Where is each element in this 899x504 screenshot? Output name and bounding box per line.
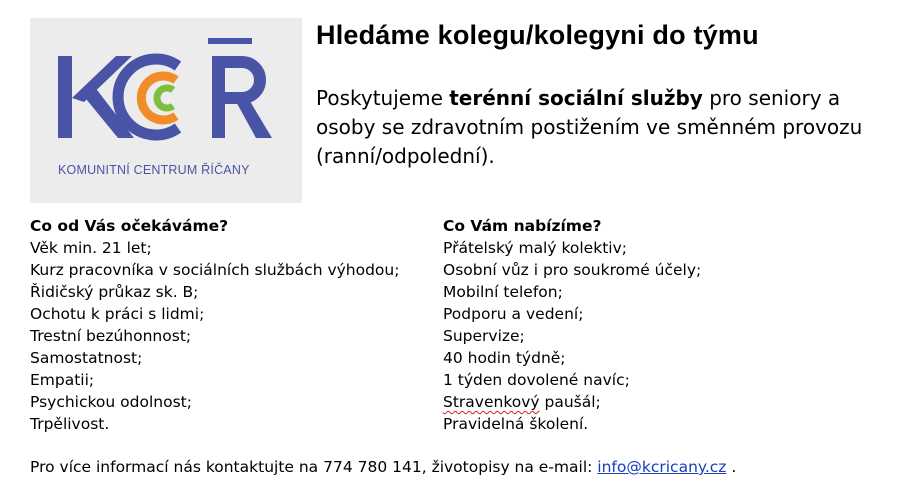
intro-paragraph: [316, 84, 886, 171]
list-item: Ochotu k práci s lidmi;: [30, 305, 205, 323]
list-item: Trpělivost.: [30, 415, 110, 433]
list-item: Řidičský průkaz sk. B;: [30, 283, 199, 301]
list-item: Podporu a vedení;: [443, 305, 584, 323]
list-item: Trestní bezúhonnost;: [30, 327, 192, 345]
page-title: Hledáme kolegu/kolegyni do týmu: [316, 20, 759, 50]
list-item: Samostatnost;: [30, 349, 143, 367]
list-item: Osobní vůz i pro soukromé účely;: [443, 261, 702, 279]
logo: [30, 18, 302, 203]
list-item: [443, 391, 701, 413]
list-item: Pravidelná školení.: [443, 415, 589, 433]
list-item: Supervize;: [443, 327, 525, 345]
list-item: Psychickou odolnost;: [30, 393, 192, 411]
list-item: Kurz pracovníka v sociálních službách výhodou;: [30, 261, 400, 279]
list-item: Věk min. 21 let;: [30, 239, 152, 257]
intro-after: pro seniory a osoby se zdravotním postižením ve směnném provozu (ranní/odpolední).: [316, 86, 863, 168]
expect-list: [30, 215, 399, 435]
offer-heading: Co Vám nabízíme?: [443, 217, 602, 235]
list-item: Mobilní telefon;: [443, 283, 563, 301]
offer-list: [443, 215, 701, 435]
logo-caption: KOMUNITNÍ CENTRUM ŘÍČANY: [58, 163, 250, 177]
expect-heading: Co od Vás očekáváme?: [30, 217, 229, 235]
list-item-rest: paušál;: [539, 393, 601, 411]
list-item: Přátelský malý kolektiv;: [443, 239, 627, 257]
intro-bold: terénní sociální služby: [449, 86, 703, 110]
contact-line: [30, 458, 736, 476]
spellcheck-word: Stravenkový: [443, 393, 540, 411]
list-item: 1 týden dovolené navíc;: [443, 371, 630, 389]
email-link[interactable]: info@kcricany.cz: [597, 458, 727, 476]
list-item: 40 hodin týdně;: [443, 349, 566, 367]
list-item: Empatii;: [30, 371, 95, 389]
contact-end: .: [726, 458, 737, 476]
intro-before: Poskytujeme: [316, 86, 450, 110]
contact-text: Pro více informací nás kontaktujte na 774 780 141, životopisy na e-mail:: [30, 458, 598, 476]
